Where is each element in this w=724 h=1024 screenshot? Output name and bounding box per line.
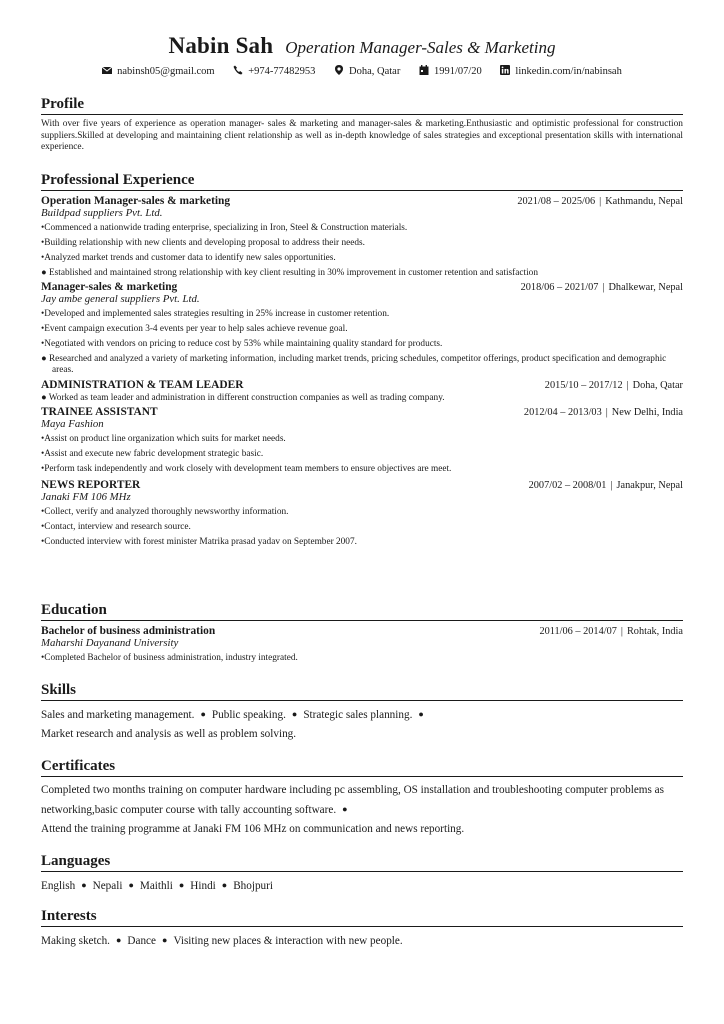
contact-bar (0, 65, 724, 77)
job-dates: 2018/06 – 2021/07 (520, 282, 599, 294)
interest-item: Making sketch. (41, 935, 110, 947)
certificates-section (41, 758, 683, 839)
job-bullet: •Assist on product line organization which suits for market needs. (41, 434, 286, 445)
envelope-icon (102, 65, 112, 75)
education-bullets (41, 651, 683, 666)
profile-text: With over five years of experience as operation manager- sales & marketing and manager-sales & marketing.Enthusiastic and optimistic professional for construction suppliers.Skilled at developing and maintaining client relationship as well as in-depth knowledge of sales strategies and exceptional presentation skills with international experience. (41, 119, 683, 152)
location-text: Doha, Qatar (349, 66, 401, 77)
dob-text: 1991/07/20 (433, 66, 482, 77)
job-header (41, 379, 683, 391)
interests-section (41, 908, 683, 951)
linkedin-text: linkedin.com/in/nabinsah (515, 66, 622, 77)
language-item: Hindi (190, 880, 216, 892)
job-location: Doha, Qatar (632, 379, 683, 391)
section-title-interests: Interests (41, 908, 683, 927)
job-bullet: ● Worked as team leader and administration in different construction companies as well as trading company. (41, 392, 445, 403)
education-meta: 2011/06 – 2014/07 | Rohtak, India (539, 626, 683, 637)
skills-list: Sales and marketing management. ● Public speaking. ● Strategic sales planning. ● Market research and analysis as well as problem solving. (41, 709, 424, 740)
job-location: Kathmandu, Nepal (605, 196, 683, 207)
contact-linkedin[interactable] (500, 65, 621, 77)
job-title: Manager-sales & marketing (41, 281, 178, 294)
job-bullets (41, 505, 683, 550)
job-meta: 2007/02 – 2008/01 | Janakpur, Nepal (528, 480, 683, 492)
job-entry (41, 479, 683, 550)
interest-item: Dance (127, 935, 156, 947)
job-meta: 2015/10 – 2017/12 | Doha, Qatar (544, 379, 683, 391)
job-location: Janakpur, Nepal (616, 480, 683, 492)
job-company: Jay ambe general suppliers Pvt. Ltd. (41, 293, 200, 306)
job-location: New Delhi, India (611, 407, 683, 419)
phone-icon (233, 65, 243, 75)
job-bullets (41, 393, 683, 405)
skill-item: Market research and analysis as well as problem solving. (41, 728, 297, 740)
job-bullets (41, 307, 683, 377)
job-bullet: •Negotiated with vendors on pricing to reduce cost by 53% while maintaining quality standard for products. (41, 339, 443, 350)
contact-dob (419, 65, 482, 77)
skill-item: Sales and marketing management. (41, 709, 195, 721)
section-title-experience: Professional Experience (41, 172, 683, 191)
job-bullet: •Collect, verify and analyzed thoroughly newsworthy information. (41, 507, 289, 518)
job-header (41, 406, 683, 418)
job-location: Dhalkewar, Nepal (608, 282, 683, 294)
education-note: •Completed Bachelor of business administration, industry integrated. (41, 653, 298, 663)
phone-text: +974-77482953 (248, 66, 316, 77)
skills-section (41, 682, 683, 744)
job-header (41, 479, 683, 491)
education-dates: 2011/06 – 2014/07 (539, 626, 617, 637)
name-line (0, 33, 724, 59)
job-bullet: •Contact, interview and research source. (41, 522, 191, 533)
job-company: Maya Fashion (41, 418, 104, 431)
section-title-certificates: Certificates (41, 758, 683, 777)
job-bullet: •Event campaign execution 3-4 events per year to help sales achieve revenue goal. (41, 324, 348, 335)
education-section (41, 602, 683, 666)
job-bullet: •Commenced a nationwide trading enterprise, specializing in Iron, Steel & Construction materials. (41, 223, 408, 233)
job-dates: 2021/08 – 2025/06 (517, 196, 596, 207)
certificates-list: Completed two months training on computer hardware including pc assembling, OS installation and troubleshooting computer problems as networking,basic computer course with tally accounting software. ● Attend the training programme at Janaki FM 106 MHz on communication and news reporting. (41, 784, 664, 835)
experience-section (41, 172, 683, 552)
job-entry (41, 281, 683, 377)
job-bullets (41, 221, 683, 279)
section-title-profile: Profile (41, 96, 683, 115)
interest-item: Visiting new places & interaction with new people. (173, 935, 403, 947)
education-header (41, 625, 683, 637)
job-title: NEWS REPORTER (41, 479, 141, 492)
language-item: Bhojpuri (233, 880, 273, 892)
interests-list: Making sketch. ● Dance ● Visiting new places & interaction with new people. (41, 935, 403, 947)
languages-section (41, 853, 683, 896)
languages-list: English ● Nepali ● Maithli ● Hindi ● Bhojpuri (41, 880, 273, 892)
location-pin-icon (334, 65, 344, 75)
language-item: Maithli (139, 880, 173, 892)
contact-email[interactable] (102, 65, 214, 77)
school-name: Maharshi Dayanand University (41, 637, 179, 649)
job-bullet: •Perform task independently and work closely with development team members to ensure objectives are meet. (41, 464, 452, 475)
job-dates: 2007/02 – 2008/01 (528, 480, 607, 492)
job-bullet: •Building relationship with new clients and developing proposal to address their needs. (41, 237, 365, 248)
job-dates: 2012/04 – 2013/03 (523, 407, 602, 419)
job-bullet: ● Researched and analyzed a variety of marketing information, including market trends, pricing schedules, competitor offerings, product specification and demographic areas. (41, 353, 667, 376)
job-entry (41, 195, 683, 279)
certificate-item: Completed two months training on computer hardware including pc assembling, OS installation and troubleshooting computer problems as networking,basic computer course with tally accounting software. (41, 784, 664, 816)
certificate-item: Attend the training programme at Janaki FM 106 MHz on communication and news reporting. (41, 823, 465, 835)
job-bullet: •Analyzed market trends and customer data to identify new sales opportunities. (41, 252, 336, 263)
job-bullet: ● Established and maintained strong relationship with key client resulting in 30% improvement in customer retention and satisfaction (41, 267, 538, 278)
job-meta: 2021/08 – 2025/06 | Kathmandu, Nepal (517, 196, 683, 207)
education-location: Rohtak, India (626, 626, 683, 637)
language-item: Nepali (92, 880, 123, 892)
job-bullet: •Developed and implemented sales strategies resulting in 25% increase in customer retention. (41, 309, 390, 320)
job-title: Operation Manager-sales & marketing (41, 195, 231, 207)
calendar-icon (419, 65, 429, 75)
job-bullet: •Conducted interview with forest minister Matrika prasad yadav on September 2007. (41, 536, 357, 547)
profile-section (41, 96, 683, 154)
degree-title: Bachelor of business administration (41, 625, 216, 637)
job-entry (41, 379, 683, 405)
job-meta: 2018/06 – 2021/07 | Dhalkewar, Nepal (520, 282, 683, 294)
job-header (41, 195, 683, 207)
resume-header (0, 0, 724, 77)
contact-location (334, 65, 400, 77)
email-text: nabinsh05@gmail.com (117, 66, 215, 77)
linkedin-icon (500, 65, 510, 75)
candidate-name: Nabin Sah (168, 33, 274, 58)
job-company: Janaki FM 106 MHz (41, 491, 131, 504)
contact-phone[interactable] (233, 65, 315, 77)
job-meta: 2012/04 – 2013/03 | New Delhi, India (523, 407, 683, 419)
language-item: English (41, 880, 76, 892)
job-title: ADMINISTRATION & TEAM LEADER (41, 378, 244, 391)
job-bullet: •Assist and execute new fabric development strategic basic. (41, 449, 264, 460)
job-dates: 2015/10 – 2017/12 (544, 379, 623, 391)
candidate-role: Operation Manager-Sales & Marketing (285, 38, 556, 57)
job-header (41, 281, 683, 293)
job-bullets (41, 432, 683, 477)
section-title-skills: Skills (41, 682, 683, 701)
section-title-languages: Languages (41, 853, 683, 872)
job-title: TRAINEE ASSISTANT (41, 406, 158, 419)
skill-item: Strategic sales planning. (303, 709, 413, 721)
job-entry (41, 406, 683, 477)
job-company: Buildpad suppliers Pvt. Ltd. (41, 207, 163, 219)
section-title-education: Education (41, 602, 683, 621)
skill-item: Public speaking. (211, 709, 286, 721)
